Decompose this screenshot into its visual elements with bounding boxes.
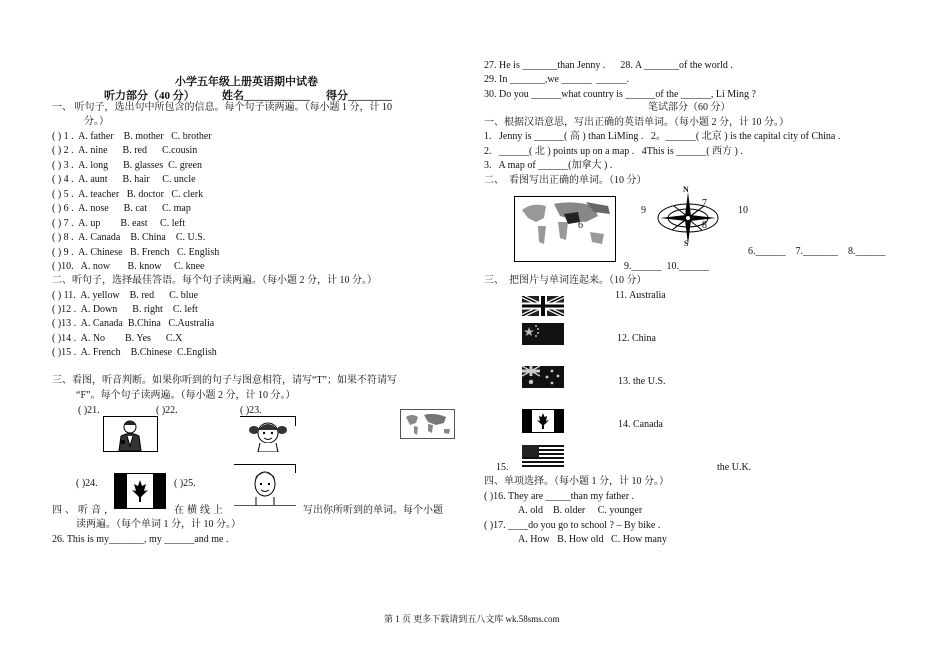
written-q-line-2: 2. ______( 北 ) points up on a map . 4This is ______( 西方 ) .: [484, 146, 743, 157]
question-30: 30. Do you ______what country is ______of the ______, Li Ming ?: [484, 89, 756, 100]
section-4-title-b: 在横线上: [174, 505, 226, 516]
match-uk: the U.K.: [717, 462, 752, 473]
question-item: ( ) 1 . A. father B. mother C. brother: [52, 131, 212, 142]
question-item: ( )14 . A. No B. Yes C.X: [52, 333, 183, 344]
q21-label: ( )21.: [78, 405, 100, 416]
question-item: ( ) 6 . A. nose B. cat C. map: [52, 203, 191, 214]
match-11: 11. Australia: [615, 290, 666, 301]
question-26: 26. This is my_______, my ______and me .: [52, 534, 229, 545]
q23-label: ( )23.: [240, 405, 262, 416]
question-item: ( ) 5 . A. teacher B. doctor C. clerk: [52, 189, 204, 200]
question-16-options: A. old B. older C. younger: [518, 505, 643, 516]
question-item: ( ) 8 . A. Canada B. China C. U.S.: [52, 232, 206, 243]
name-field-label: 姓名____________: [222, 90, 310, 102]
world-map-picture: [400, 409, 455, 439]
listening-part-heading: 听力部分（40 分）: [104, 90, 195, 102]
question-item: ( )10. A. now B. know C. knee: [52, 261, 205, 272]
compass-label-8: 8: [702, 220, 707, 231]
girl-picture: [240, 416, 296, 452]
question-item: ( ) 7 . A. up B. east C. left: [52, 218, 186, 229]
match-14: 14. Canada: [618, 419, 663, 430]
question-item: ( ) 11. A. yellow B. red C. blue: [52, 290, 199, 301]
question-item: ( )12 . A. Down B. right C. left: [52, 304, 198, 315]
written-q-line-1: 1. Jenny is ______( 高 ) than LiMing . 2。______( 北京 ) is the capital city of China .: [484, 131, 841, 142]
match-13: 13. the U.S.: [618, 376, 666, 387]
written-section-1-title: 一、根据汉语意思，写出正确的英语单词。（每小题 2 分，计 10 分。）: [484, 117, 789, 128]
question-item: ( )15 . A. French B.Chinese C.English: [52, 347, 217, 358]
compass-label-10: 10: [738, 205, 748, 216]
question-16: ( )16. They are _____than my father .: [484, 491, 635, 502]
written-section-4-title: 四、单项选择。（每小题 1 分，计 10 分。）: [484, 476, 669, 487]
question-17-options: A. How B. How old C. How many: [518, 534, 667, 545]
blanks-9-10: 9.______ 10.______: [624, 261, 709, 272]
written-section-2-title: 二、 看图写出正确的单词。（10 分）: [484, 175, 647, 186]
question-item: ( ) 3 . A. long B. glasses C. green: [52, 160, 202, 171]
doctor-picture: [103, 416, 158, 452]
canada-flag-picture: [114, 473, 166, 509]
question-29: 29. In _______,we ______ ______.: [484, 74, 629, 85]
question-item: ( )13 . A. Canada B.China C.Australia: [52, 318, 215, 329]
written-section-3-title: 三、 把图片与单词连起来。（10 分）: [484, 275, 647, 286]
boy-picture: [234, 464, 296, 506]
question-17: ( )17. ____do you go to school ? – By bike .: [484, 520, 661, 531]
uk-flag: [522, 296, 564, 316]
score-field-label: 得分________: [326, 90, 392, 102]
page-title: 小学五年级上册英语期中试卷: [175, 76, 318, 88]
page-footer: 第 1 页 更多下载请到五八文库 wk.58sms.com: [384, 614, 560, 624]
blanks-6-7-8: 6.______ 7._______ 8.______: [748, 246, 886, 257]
compass-label-9: 9: [641, 205, 646, 216]
china-flag: [522, 323, 564, 345]
australia-flag: [522, 366, 564, 388]
q22-label: ( )22.: [156, 405, 178, 416]
question-item: ( ) 9 . A. Chinese B. French C. English: [52, 247, 220, 258]
section-2-title: 二、听句子，选择最佳答语。每个句子读两遍。（每小题 2 分，计 10 分。）: [52, 275, 377, 286]
match-12: 12. China: [617, 333, 656, 344]
match-15: 15.: [496, 462, 509, 473]
section-4-title-cont: 读两遍。（每个单词 1 分，计 10 分。）: [76, 519, 241, 530]
section-1-title-cont: 分。）: [84, 116, 109, 127]
compass-figure: [652, 186, 732, 250]
question-item: ( ) 2 . A. nine B. red C.cousin: [52, 145, 198, 156]
section-4-title-c: 写出你所听到的单词。每个小题: [303, 505, 443, 516]
section-3-title-cont: “F”。每个句子读两遍。（每小题 2 分，计 10 分。）: [76, 390, 296, 401]
written-q-line-3: 3. A map of ______(加拿大 ) .: [484, 160, 613, 171]
compass-label-7: 7: [702, 198, 707, 209]
usa-flag: [522, 445, 564, 469]
question-27-28: 27. He is _______than Jenny . 28. A _______of the world .: [484, 60, 733, 71]
section-3-title: 三、看图，听音判断。如果你听到的句子与图意相符，请写“T”；如果不符请写: [52, 375, 397, 386]
written-part-heading: 笔试部分（60 分）: [648, 102, 731, 113]
section-4-title-a: 四、听音，: [52, 505, 117, 516]
question-item: ( ) 4 . A. aunt B. hair C. uncle: [52, 174, 196, 185]
canada-flag: [522, 409, 564, 433]
compass-s: S: [684, 239, 689, 248]
q24-label: ( )24.: [76, 478, 98, 489]
section-1-title: 一、 听句子，选出句中所包含的信息。每个句子读两遍。（每小题 1 分，计 10: [52, 102, 392, 113]
q25-label: ( )25.: [174, 478, 196, 489]
world-map-figure: [514, 196, 616, 262]
compass-n: N: [683, 185, 689, 194]
map-label-6: 6: [578, 220, 583, 231]
